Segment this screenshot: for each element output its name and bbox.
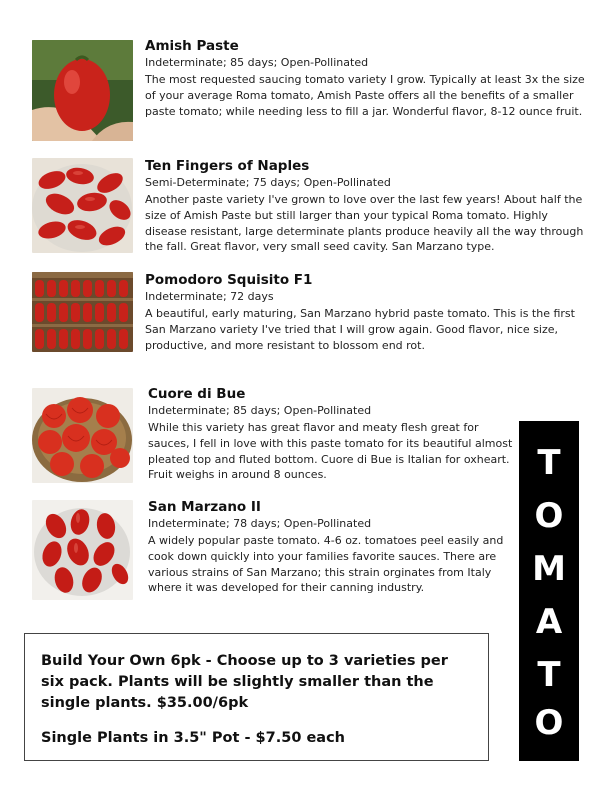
variety-description: A beautiful, early maturing, San Marzano hybrid paste tomato. This is the first San Marzano variety I've tried that I will grow again. Good flavor, nice size, productive, and more resistant to blossom end rot. xyxy=(145,307,575,352)
variety-name: Cuore di Bue xyxy=(148,386,246,402)
basket-of-oxheart-tomatoes-photo xyxy=(32,388,133,483)
banner-letter: M xyxy=(532,549,566,589)
sixpack-pricing: Build Your Own 6pk - Choose up to 3 varieties per six pack. Plants will be slightly smaller than the single plants. $35.00/6pk xyxy=(41,653,448,711)
single-plant-pricing: Single Plants in 3.5" Pot - $7.50 each xyxy=(41,730,345,746)
banner-letter: O xyxy=(534,496,564,536)
variety-meta: Indeterminate; 78 days; Open-Pollinated xyxy=(148,517,372,530)
variety-meta: Indeterminate; 72 days xyxy=(145,290,274,303)
banner-letter: T xyxy=(537,655,561,695)
variety-description: Another paste variety I've grown to love over the last few years! About half the size of Amish Paste but still larger than your typical Roma tomato. Highly disease resistant, large determinate plants produce heavily all the way through the fall. Great flavor, very small seed cavity. San Marzano type. xyxy=(145,193,584,254)
variety-meta: Indeterminate; 85 days; Open-Pollinated xyxy=(145,56,369,69)
banner-letter: A xyxy=(535,602,563,642)
variety-meta: Semi-Determinate; 75 days; Open-Pollinated xyxy=(145,176,391,189)
hand-holding-tomato-photo xyxy=(32,40,133,141)
variety-name: Pomodoro Squisito F1 xyxy=(145,272,313,288)
tomato-vertical-banner xyxy=(519,421,579,761)
variety-name: Amish Paste xyxy=(145,38,239,54)
basket-of-san-marzano-photo xyxy=(32,500,133,600)
banner-letter: T xyxy=(537,443,561,483)
variety-name: Ten Fingers of Naples xyxy=(145,158,310,174)
bowl-of-tomatoes-photo xyxy=(32,158,133,253)
variety-meta: Indeterminate; 85 days; Open-Pollinated xyxy=(148,404,372,417)
variety-description: While this variety has great flavor and meaty flesh great for sauces, I fell in love with this paste tomato for its beautiful almost pleated top and fluted bottom. Cuore di Bue is Italian for oxheart. Fruit weighs in around 8 ounces. xyxy=(148,421,513,482)
variety-description: The most requested saucing tomato variety I grow. Typically at least 3x the size of your average Roma tomato, Amish Paste offers all the benefits of a smaller paste tomato; while needing less to fill a jar. Wonderful flavor, 8-12 ounce fruit. xyxy=(145,73,585,118)
tomato-rows-photo xyxy=(32,272,133,352)
pricing-box xyxy=(24,633,489,761)
banner-letter: O xyxy=(534,703,564,743)
variety-description: A widely popular paste tomato. 4-6 oz. tomatoes peel easily and cook down quickly into your families favorite sauces. There are various strains of San Marzano; this strain orginates from Italy where it was developed for their canning industry. xyxy=(148,534,504,595)
variety-name: San Marzano II xyxy=(148,499,261,515)
